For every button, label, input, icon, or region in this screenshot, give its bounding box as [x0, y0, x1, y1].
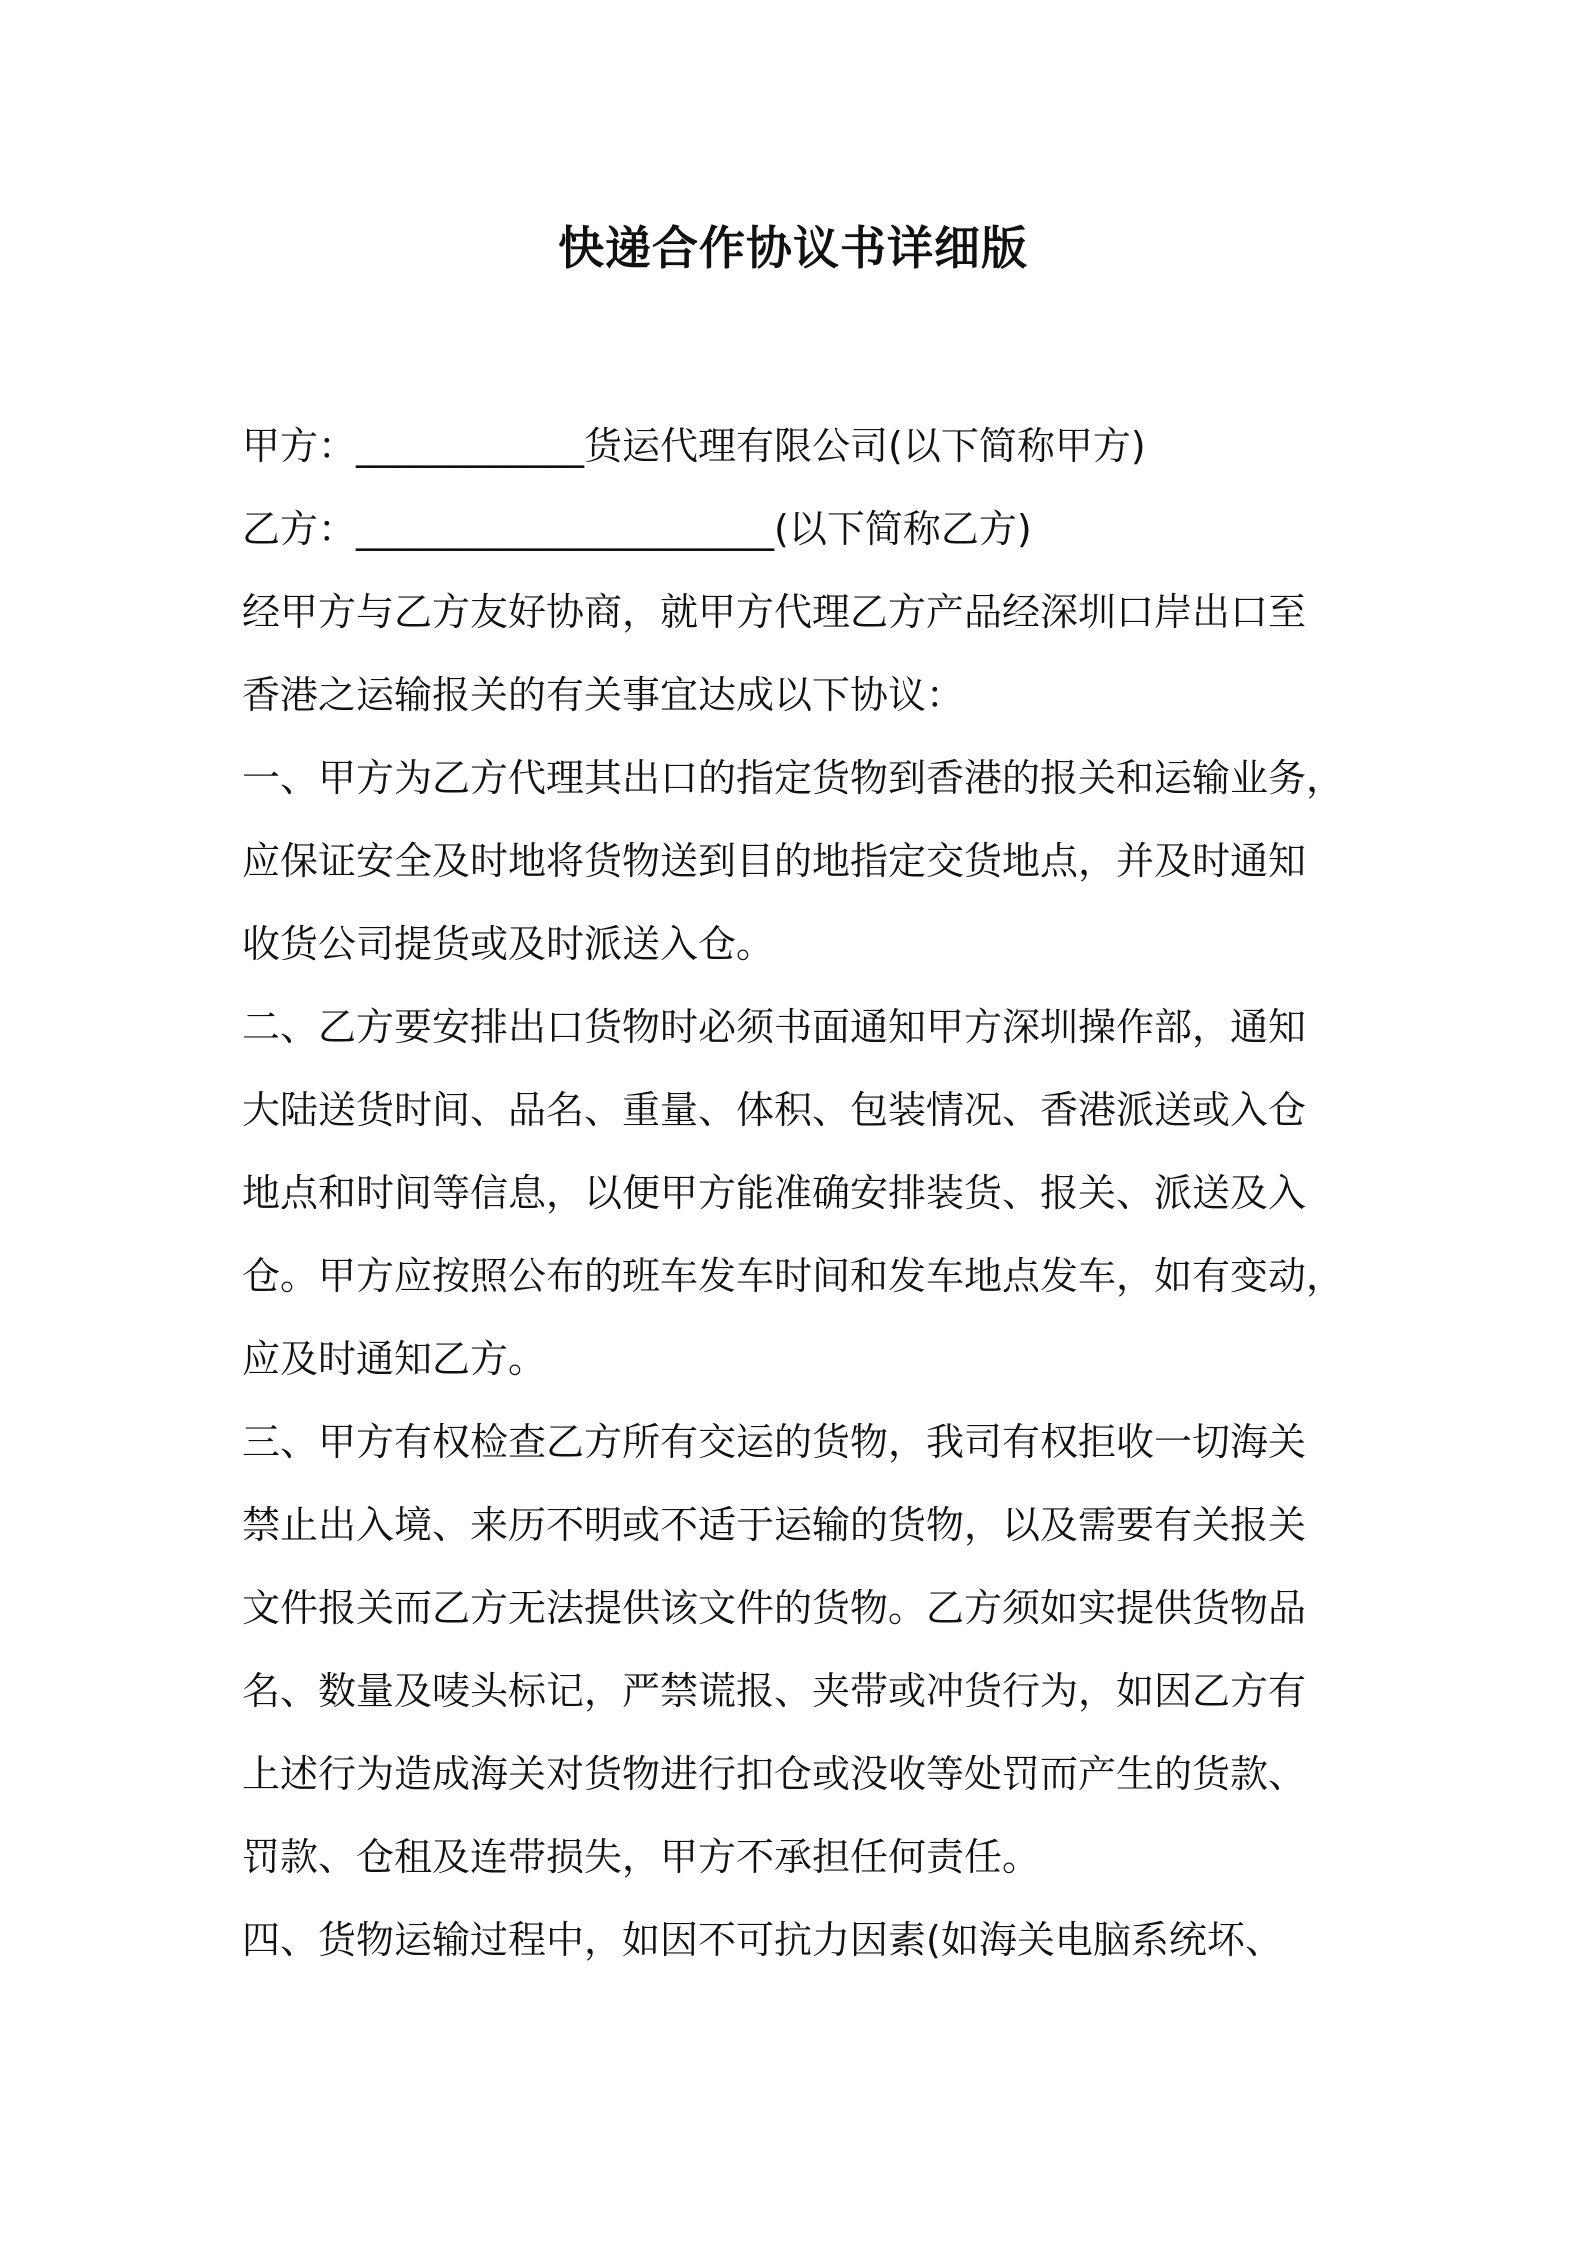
- clause-3-line: 名、数量及唛头标记，严禁谎报、夹带或冲货行为，如因乙方有: [242, 1669, 1307, 1713]
- clause-2-line: 二、乙方要安排出口货物时必须书面通知甲方深圳操作部，通知: [242, 1005, 1307, 1049]
- preamble-line: 香港之运输报关的有关事宜达成以下协议：: [242, 673, 965, 717]
- clause-2-line: 应及时通知乙方。: [242, 1337, 547, 1381]
- clause-1-line: 一、甲方为乙方代理其出口的指定货物到香港的报关和运输业务，: [242, 756, 1345, 800]
- clause-3-line: 禁止出入境、来历不明或不适于运输的货物，以及需要有关报关: [242, 1503, 1307, 1547]
- clause-3-line: 文件报关而乙方无法提供该文件的货物。乙方须如实提供货物品: [242, 1586, 1307, 1630]
- clause-4-line: 四、货物运输过程中，如因不可抗力因素(如海关电脑系统坏、: [242, 1918, 1283, 1962]
- clause-3-line: 三、甲方有权检查乙方所有交运的货物，我司有权拒收一切海关: [242, 1420, 1307, 1464]
- clause-3-line: 上述行为造成海关对货物进行扣仓或没收等处罚而产生的货款、: [242, 1752, 1307, 1796]
- clause-2-line: 大陆送货时间、品名、重量、体积、包装情况、香港派送或入仓: [242, 1088, 1307, 1132]
- clause-3-line: 罚款、仓租及连带损失，甲方不承担任何责任。: [242, 1835, 1041, 1879]
- party-b-line: 乙方：______________________(以下简称乙方): [242, 507, 1032, 551]
- document-title: 快递合作协议书详细版: [558, 221, 1028, 275]
- clause-1-line: 收货公司提货或及时派送入仓。: [242, 922, 775, 966]
- clause-1-line: 应保证安全及时地将货物送到目的地指定交货地点，并及时通知: [242, 839, 1307, 883]
- preamble-line: 经甲方与乙方友好协商，就甲方代理乙方产品经深圳口岸出口至: [242, 590, 1307, 634]
- clause-2-line: 仓。甲方应按照公布的班车发车时间和发车地点发车，如有变动，: [242, 1254, 1345, 1298]
- party-a-line: 甲方：____________货运代理有限公司(以下简称甲方): [242, 424, 1146, 468]
- document-body: [242, 405, 1362, 1982]
- clause-2-line: 地点和时间等信息，以便甲方能准确安排装货、报关、派送及入: [242, 1171, 1307, 1215]
